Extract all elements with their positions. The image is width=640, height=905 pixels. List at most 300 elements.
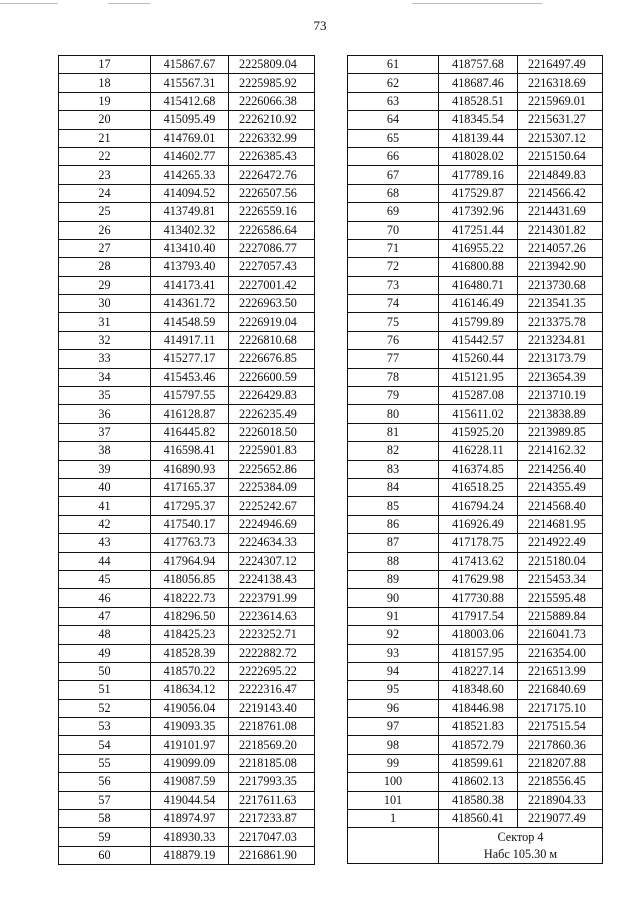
table-row bbox=[59, 442, 315, 460]
point-number: 100 bbox=[348, 773, 439, 791]
table-row bbox=[348, 368, 603, 386]
point-number: 88 bbox=[348, 552, 439, 570]
point-number: 17 bbox=[59, 56, 151, 74]
coord-x: 417730.88 bbox=[439, 589, 518, 607]
table-row bbox=[59, 166, 315, 184]
point-number: 78 bbox=[348, 368, 439, 386]
table-row bbox=[348, 515, 603, 533]
coord-x: 417763.73 bbox=[151, 534, 229, 552]
coord-y: 2226963.50 bbox=[229, 295, 315, 313]
table-row bbox=[348, 184, 603, 202]
coord-y: 2215150.64 bbox=[518, 147, 603, 165]
coord-y: 2217047.03 bbox=[229, 828, 315, 846]
coord-x: 416228.11 bbox=[439, 442, 518, 460]
coord-y: 2213375.78 bbox=[518, 313, 603, 331]
point-number: 48 bbox=[59, 626, 151, 644]
point-number: 59 bbox=[59, 828, 151, 846]
coord-x: 414602.77 bbox=[151, 147, 229, 165]
coord-y: 2214355.49 bbox=[518, 478, 603, 496]
coord-y: 2218185.08 bbox=[229, 754, 315, 772]
point-number: 91 bbox=[348, 607, 439, 625]
coord-y: 2226919.04 bbox=[229, 313, 315, 331]
coord-y: 2216513.99 bbox=[518, 662, 603, 680]
coord-y: 2226385.43 bbox=[229, 147, 315, 165]
top-rule-right bbox=[412, 3, 542, 4]
coord-y: 2222882.72 bbox=[229, 644, 315, 662]
coord-x: 416128.87 bbox=[151, 405, 229, 423]
coord-y: 2217515.54 bbox=[518, 718, 603, 736]
coord-y: 2226507.56 bbox=[229, 184, 315, 202]
coord-y: 2226600.59 bbox=[229, 368, 315, 386]
coord-x: 417251.44 bbox=[439, 221, 518, 239]
point-number: 51 bbox=[59, 681, 151, 699]
point-number: 26 bbox=[59, 221, 151, 239]
point-number: 61 bbox=[348, 56, 439, 74]
table-row bbox=[59, 773, 315, 791]
coord-x: 413749.81 bbox=[151, 203, 229, 221]
coord-x: 417964.94 bbox=[151, 552, 229, 570]
coord-x: 417529.87 bbox=[439, 184, 518, 202]
table-row bbox=[348, 460, 603, 478]
table-row bbox=[59, 846, 315, 864]
coord-x: 418560.41 bbox=[439, 810, 518, 828]
coord-y: 2213989.85 bbox=[518, 423, 603, 441]
coord-x: 418757.68 bbox=[439, 56, 518, 74]
table-row bbox=[348, 239, 603, 257]
coord-x: 419056.04 bbox=[151, 699, 229, 717]
table-row bbox=[59, 221, 315, 239]
coord-y: 2215453.34 bbox=[518, 570, 603, 588]
point-number: 62 bbox=[348, 74, 439, 92]
coord-x: 419099.09 bbox=[151, 754, 229, 772]
table-row bbox=[348, 276, 603, 294]
coord-y: 2217233.87 bbox=[229, 810, 315, 828]
table-row bbox=[348, 221, 603, 239]
coord-x: 417392.96 bbox=[439, 203, 518, 221]
point-number: 99 bbox=[348, 754, 439, 772]
table-row bbox=[59, 828, 315, 846]
point-number: 1 bbox=[348, 810, 439, 828]
coord-y: 2224138.43 bbox=[229, 570, 315, 588]
coord-y: 2214057.26 bbox=[518, 239, 603, 257]
point-number: 75 bbox=[348, 313, 439, 331]
coord-x: 416926.49 bbox=[439, 515, 518, 533]
table-row bbox=[59, 754, 315, 772]
point-number: 20 bbox=[59, 111, 151, 129]
point-number: 76 bbox=[348, 331, 439, 349]
coord-y: 2215969.01 bbox=[518, 92, 603, 110]
table-row bbox=[59, 405, 315, 423]
coord-y: 2226235.49 bbox=[229, 405, 315, 423]
coord-x: 415287.08 bbox=[439, 387, 518, 405]
coord-x: 418879.19 bbox=[151, 846, 229, 864]
table-row bbox=[59, 331, 315, 349]
table-row bbox=[348, 644, 603, 662]
coord-y: 2216840.69 bbox=[518, 681, 603, 699]
coord-y: 2214922.49 bbox=[518, 534, 603, 552]
coord-x: 417165.37 bbox=[151, 478, 229, 496]
coord-x: 416445.82 bbox=[151, 423, 229, 441]
coord-x: 419087.59 bbox=[151, 773, 229, 791]
coord-x: 418634.12 bbox=[151, 681, 229, 699]
point-number: 34 bbox=[59, 368, 151, 386]
point-number: 71 bbox=[348, 239, 439, 257]
table-row bbox=[59, 387, 315, 405]
coord-y: 2226018.50 bbox=[229, 423, 315, 441]
point-number: 35 bbox=[59, 387, 151, 405]
coord-y: 2227001.42 bbox=[229, 276, 315, 294]
table-row bbox=[348, 350, 603, 368]
table-row bbox=[348, 166, 603, 184]
coord-x: 418572.79 bbox=[439, 736, 518, 754]
coord-x: 418599.61 bbox=[439, 754, 518, 772]
table-row bbox=[59, 56, 315, 74]
point-number: 84 bbox=[348, 478, 439, 496]
point-number: 53 bbox=[59, 718, 151, 736]
point-number: 55 bbox=[59, 754, 151, 772]
coord-y: 2223252.71 bbox=[229, 626, 315, 644]
coord-x: 418570.22 bbox=[151, 662, 229, 680]
coord-y: 2215631.27 bbox=[518, 111, 603, 129]
point-number: 65 bbox=[348, 129, 439, 147]
table-row bbox=[59, 534, 315, 552]
point-number: 94 bbox=[348, 662, 439, 680]
table-row bbox=[59, 350, 315, 368]
coord-x: 415095.49 bbox=[151, 111, 229, 129]
coord-x: 416480.71 bbox=[439, 276, 518, 294]
point-number: 58 bbox=[59, 810, 151, 828]
coord-y: 2214566.42 bbox=[518, 184, 603, 202]
table-row bbox=[348, 699, 603, 717]
point-number: 95 bbox=[348, 681, 439, 699]
coord-x: 418157.95 bbox=[439, 644, 518, 662]
table-row bbox=[59, 681, 315, 699]
coord-x: 413402.32 bbox=[151, 221, 229, 239]
table-row bbox=[59, 810, 315, 828]
table-row bbox=[348, 626, 603, 644]
table-row bbox=[348, 478, 603, 496]
coord-x: 415567.31 bbox=[151, 74, 229, 92]
coord-y: 2224634.33 bbox=[229, 534, 315, 552]
table-row bbox=[59, 699, 315, 717]
coord-y: 2214162.32 bbox=[518, 442, 603, 460]
coord-x: 416518.25 bbox=[439, 478, 518, 496]
table-row bbox=[59, 129, 315, 147]
coord-x: 417629.98 bbox=[439, 570, 518, 588]
point-number: 27 bbox=[59, 239, 151, 257]
table-row bbox=[348, 147, 603, 165]
point-number: 49 bbox=[59, 644, 151, 662]
coord-x: 414265.33 bbox=[151, 166, 229, 184]
coord-y: 2219077.49 bbox=[518, 810, 603, 828]
point-number: 19 bbox=[59, 92, 151, 110]
coord-y: 2225985.92 bbox=[229, 74, 315, 92]
coord-y: 2222316.47 bbox=[229, 681, 315, 699]
coord-x: 418528.51 bbox=[439, 92, 518, 110]
coord-x: 416955.22 bbox=[439, 239, 518, 257]
table-row bbox=[348, 331, 603, 349]
coord-y: 2224307.12 bbox=[229, 552, 315, 570]
coord-y: 2214849.83 bbox=[518, 166, 603, 184]
coord-y: 2213541.35 bbox=[518, 295, 603, 313]
point-number: 30 bbox=[59, 295, 151, 313]
coord-y: 2225384.09 bbox=[229, 478, 315, 496]
point-number: 64 bbox=[348, 111, 439, 129]
point-number: 29 bbox=[59, 276, 151, 294]
point-number: 43 bbox=[59, 534, 151, 552]
point-number: 98 bbox=[348, 736, 439, 754]
coord-x: 414361.72 bbox=[151, 295, 229, 313]
table-row bbox=[348, 754, 603, 772]
coord-y: 2215180.04 bbox=[518, 552, 603, 570]
coord-x: 418003.06 bbox=[439, 626, 518, 644]
coord-y: 2223791.99 bbox=[229, 589, 315, 607]
coord-y: 2216041.73 bbox=[518, 626, 603, 644]
sector-name: Сектор 4 bbox=[439, 828, 603, 846]
coord-y: 2216318.69 bbox=[518, 74, 603, 92]
point-number: 40 bbox=[59, 478, 151, 496]
sector-height: Набс 105.30 м bbox=[439, 846, 603, 864]
table-row bbox=[348, 589, 603, 607]
coord-x: 415277.17 bbox=[151, 350, 229, 368]
table-row bbox=[348, 662, 603, 680]
coord-x: 416800.88 bbox=[439, 258, 518, 276]
point-number: 69 bbox=[348, 203, 439, 221]
table-row bbox=[348, 111, 603, 129]
table-row bbox=[348, 718, 603, 736]
table-row bbox=[59, 295, 315, 313]
coord-y: 2226559.16 bbox=[229, 203, 315, 221]
point-number: 38 bbox=[59, 442, 151, 460]
point-number: 93 bbox=[348, 644, 439, 662]
point-number: 101 bbox=[348, 791, 439, 809]
point-number: 81 bbox=[348, 423, 439, 441]
coord-y: 2217611.63 bbox=[229, 791, 315, 809]
point-number: 72 bbox=[348, 258, 439, 276]
point-number: 85 bbox=[348, 497, 439, 515]
table-row bbox=[348, 534, 603, 552]
point-number: 42 bbox=[59, 515, 151, 533]
coord-x: 414548.59 bbox=[151, 313, 229, 331]
coord-x: 414173.41 bbox=[151, 276, 229, 294]
table-row bbox=[59, 368, 315, 386]
coord-y: 2217860.36 bbox=[518, 736, 603, 754]
coord-x: 415867.67 bbox=[151, 56, 229, 74]
point-number: 18 bbox=[59, 74, 151, 92]
coord-y: 2213173.79 bbox=[518, 350, 603, 368]
coord-x: 417178.75 bbox=[439, 534, 518, 552]
point-number: 45 bbox=[59, 570, 151, 588]
table-row bbox=[348, 423, 603, 441]
coord-y: 2223614.63 bbox=[229, 607, 315, 625]
point-number: 37 bbox=[59, 423, 151, 441]
table-row bbox=[59, 589, 315, 607]
table-row bbox=[59, 497, 315, 515]
coord-x: 417295.37 bbox=[151, 497, 229, 515]
coord-y: 2215307.12 bbox=[518, 129, 603, 147]
coord-y: 2215889.84 bbox=[518, 607, 603, 625]
coord-y: 2225652.86 bbox=[229, 460, 315, 478]
coord-y: 2213710.19 bbox=[518, 387, 603, 405]
table-row bbox=[59, 92, 315, 110]
sector-row bbox=[348, 828, 603, 846]
coord-x: 415412.68 bbox=[151, 92, 229, 110]
table-row bbox=[59, 74, 315, 92]
coord-x: 419101.97 bbox=[151, 736, 229, 754]
table-row bbox=[59, 736, 315, 754]
table-row bbox=[59, 258, 315, 276]
table-row bbox=[348, 552, 603, 570]
table-row bbox=[348, 387, 603, 405]
point-number: 66 bbox=[348, 147, 439, 165]
point-number: 36 bbox=[59, 405, 151, 423]
point-number: 23 bbox=[59, 166, 151, 184]
point-number: 54 bbox=[59, 736, 151, 754]
coord-x: 418521.83 bbox=[439, 718, 518, 736]
table-row bbox=[59, 644, 315, 662]
coord-y: 2222695.22 bbox=[229, 662, 315, 680]
point-number: 97 bbox=[348, 718, 439, 736]
coord-y: 2214681.95 bbox=[518, 515, 603, 533]
page-number: 73 bbox=[313, 18, 327, 33]
table-row bbox=[59, 607, 315, 625]
table-row bbox=[348, 681, 603, 699]
coord-x: 418222.73 bbox=[151, 589, 229, 607]
coord-x: 414917.11 bbox=[151, 331, 229, 349]
table-row bbox=[59, 552, 315, 570]
coord-y: 2227057.43 bbox=[229, 258, 315, 276]
coord-y: 2226210.92 bbox=[229, 111, 315, 129]
coord-x: 415442.57 bbox=[439, 331, 518, 349]
coord-x: 417413.62 bbox=[439, 552, 518, 570]
coord-y: 2226810.68 bbox=[229, 331, 315, 349]
coord-x: 418028.02 bbox=[439, 147, 518, 165]
coord-y: 2224946.69 bbox=[229, 515, 315, 533]
point-number: 21 bbox=[59, 129, 151, 147]
point-number: 74 bbox=[348, 295, 439, 313]
coord-y: 2218761.08 bbox=[229, 718, 315, 736]
coordinates-table-left bbox=[58, 55, 315, 865]
point-number: 57 bbox=[59, 791, 151, 809]
point-number: 44 bbox=[59, 552, 151, 570]
table-row bbox=[59, 111, 315, 129]
table-row bbox=[348, 773, 603, 791]
table-row bbox=[59, 460, 315, 478]
point-number: 67 bbox=[348, 166, 439, 184]
point-number: 92 bbox=[348, 626, 439, 644]
point-number: 28 bbox=[59, 258, 151, 276]
point-number: 33 bbox=[59, 350, 151, 368]
table-row bbox=[59, 570, 315, 588]
table-row bbox=[59, 147, 315, 165]
coord-y: 2214256.40 bbox=[518, 460, 603, 478]
table-row bbox=[348, 405, 603, 423]
table-row bbox=[59, 313, 315, 331]
coord-y: 2217175.10 bbox=[518, 699, 603, 717]
table-row bbox=[348, 497, 603, 515]
coord-x: 418227.14 bbox=[439, 662, 518, 680]
table-row bbox=[59, 662, 315, 680]
coord-y: 2214431.69 bbox=[518, 203, 603, 221]
table-row bbox=[348, 203, 603, 221]
table-row bbox=[348, 295, 603, 313]
coord-x: 416146.49 bbox=[439, 295, 518, 313]
point-number: 22 bbox=[59, 147, 151, 165]
point-number: 68 bbox=[348, 184, 439, 202]
sector-empty-cell bbox=[348, 828, 439, 864]
coord-y: 2218556.45 bbox=[518, 773, 603, 791]
coord-y: 2218569.20 bbox=[229, 736, 315, 754]
coord-x: 418974.97 bbox=[151, 810, 229, 828]
coord-y: 2226586.64 bbox=[229, 221, 315, 239]
table-row bbox=[348, 570, 603, 588]
coord-x: 418602.13 bbox=[439, 773, 518, 791]
coord-y: 2225242.67 bbox=[229, 497, 315, 515]
coord-x: 416374.85 bbox=[439, 460, 518, 478]
table-row bbox=[59, 718, 315, 736]
coord-x: 419093.35 bbox=[151, 718, 229, 736]
table-row bbox=[348, 56, 603, 74]
point-number: 70 bbox=[348, 221, 439, 239]
coord-y: 2225901.83 bbox=[229, 442, 315, 460]
point-number: 60 bbox=[59, 846, 151, 864]
coord-x: 419044.54 bbox=[151, 791, 229, 809]
coord-y: 2213730.68 bbox=[518, 276, 603, 294]
table-row bbox=[59, 203, 315, 221]
coord-y: 2214568.40 bbox=[518, 497, 603, 515]
point-number: 24 bbox=[59, 184, 151, 202]
coord-y: 2217993.35 bbox=[229, 773, 315, 791]
table-row bbox=[348, 313, 603, 331]
point-number: 96 bbox=[348, 699, 439, 717]
coord-y: 2226429.83 bbox=[229, 387, 315, 405]
point-number: 79 bbox=[348, 387, 439, 405]
top-rule-left bbox=[0, 3, 58, 4]
table-row bbox=[59, 423, 315, 441]
coord-y: 2216354.00 bbox=[518, 644, 603, 662]
table-row bbox=[59, 791, 315, 809]
coord-x: 418580.38 bbox=[439, 791, 518, 809]
coordinates-table-right bbox=[347, 55, 603, 864]
coord-y: 2214301.82 bbox=[518, 221, 603, 239]
coord-x: 418348.60 bbox=[439, 681, 518, 699]
coord-x: 418296.50 bbox=[151, 607, 229, 625]
coord-x: 415611.02 bbox=[439, 405, 518, 423]
coord-x: 418528.39 bbox=[151, 644, 229, 662]
point-number: 39 bbox=[59, 460, 151, 478]
coord-x: 418056.85 bbox=[151, 570, 229, 588]
coord-x: 416598.41 bbox=[151, 442, 229, 460]
point-number: 46 bbox=[59, 589, 151, 607]
coord-y: 2226066.38 bbox=[229, 92, 315, 110]
table-row bbox=[348, 736, 603, 754]
point-number: 25 bbox=[59, 203, 151, 221]
coord-x: 415453.46 bbox=[151, 368, 229, 386]
coord-x: 413793.40 bbox=[151, 258, 229, 276]
coord-x: 415797.55 bbox=[151, 387, 229, 405]
point-number: 63 bbox=[348, 92, 439, 110]
coord-x: 418345.54 bbox=[439, 111, 518, 129]
coord-y: 2227086.77 bbox=[229, 239, 315, 257]
coord-y: 2213654.39 bbox=[518, 368, 603, 386]
coord-y: 2213942.90 bbox=[518, 258, 603, 276]
point-number: 52 bbox=[59, 699, 151, 717]
table-row bbox=[59, 184, 315, 202]
point-number: 41 bbox=[59, 497, 151, 515]
coord-x: 417540.17 bbox=[151, 515, 229, 533]
coord-y: 2213838.89 bbox=[518, 405, 603, 423]
coord-x: 418930.33 bbox=[151, 828, 229, 846]
